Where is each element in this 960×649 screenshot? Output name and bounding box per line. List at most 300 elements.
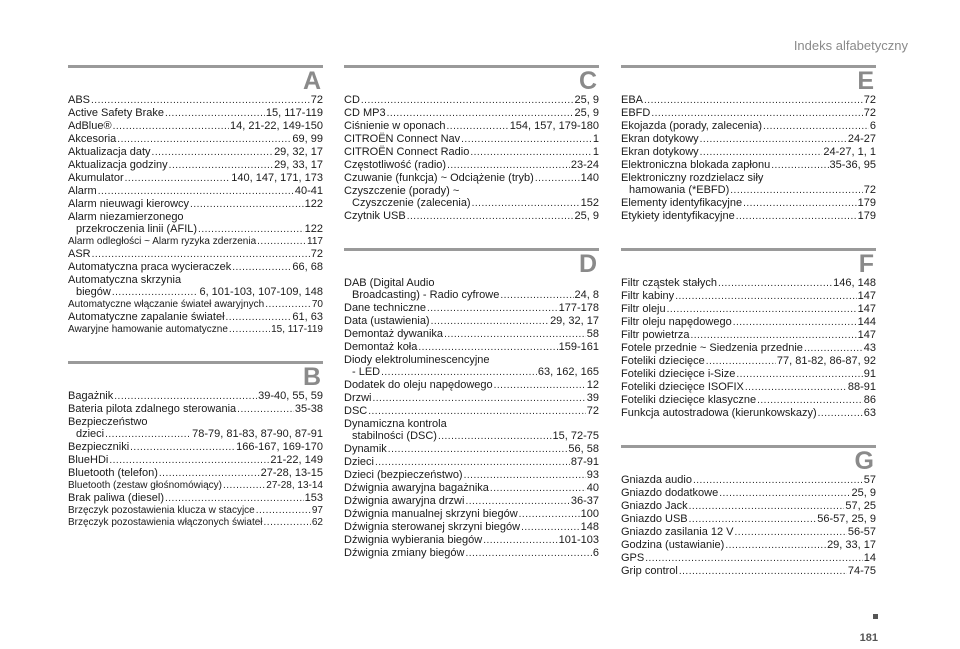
entry-term: Dźwignia awaryjna bagażnika xyxy=(344,482,489,494)
entry-pages: 57, 25 xyxy=(845,500,876,512)
entry-term: Alarm xyxy=(68,185,97,197)
dot-leader xyxy=(256,505,311,517)
index-entry xyxy=(344,354,599,379)
section-letter: A xyxy=(302,67,321,95)
section-header xyxy=(68,62,323,94)
dot-leader xyxy=(159,468,260,480)
section-divider xyxy=(344,248,599,251)
entry-pages: 154, 157, 179-180 xyxy=(509,120,599,132)
entry-pages: 25, 9 xyxy=(574,210,599,222)
index-entry xyxy=(621,487,876,500)
entry-lead: Automatyczna skrzynia xyxy=(68,274,182,286)
entry-term: Dodatek do oleju napędowego xyxy=(344,379,493,391)
entry-term: Drzwi xyxy=(344,392,372,404)
entry-lead: DAB (Digital Audio xyxy=(344,277,435,289)
index-entry xyxy=(68,416,323,441)
dot-leader xyxy=(818,408,863,420)
dot-leader xyxy=(464,470,586,482)
index-entry xyxy=(68,274,323,299)
entry-pages: 25, 9 xyxy=(851,487,876,499)
dot-leader xyxy=(114,391,257,403)
entry-term: CITROËN Connect Radio xyxy=(344,146,470,158)
section-header xyxy=(621,62,876,94)
entry-pages: 86 xyxy=(863,394,876,406)
entry-term: Brak paliwa (diesel) xyxy=(68,492,164,504)
dot-leader xyxy=(438,431,552,443)
entry-pages: 35-38 xyxy=(294,403,323,415)
entry-pages: 152 xyxy=(580,197,599,209)
entry-term: Filtr kabiny xyxy=(621,290,675,302)
dot-leader xyxy=(733,317,857,329)
entry-term: ABS xyxy=(68,94,91,106)
entry-pages: 29, 32, 17 xyxy=(550,315,599,327)
dot-leader xyxy=(745,382,847,394)
dot-leader xyxy=(264,517,311,529)
dot-leader xyxy=(719,488,850,500)
index-entry xyxy=(621,120,876,133)
entry-term: EBA xyxy=(621,94,644,106)
index-entry xyxy=(344,469,599,482)
entry-pages: 66, 68 xyxy=(292,261,323,273)
entry-term: Demontaż dywanika xyxy=(344,328,444,340)
index-entry xyxy=(344,159,599,172)
entry-pages: 140 xyxy=(580,172,599,184)
index-entry xyxy=(68,480,323,492)
entry-lead: Czyszczenie (porady) ~ xyxy=(344,185,460,197)
section-header xyxy=(621,442,876,474)
entry-pages: 43 xyxy=(863,342,876,354)
entry-term: Bezpieczniki xyxy=(68,441,130,453)
dot-leader xyxy=(679,566,847,578)
dot-leader xyxy=(700,147,823,159)
index-entry xyxy=(68,454,323,467)
index-entry xyxy=(621,210,876,223)
entry-term: Bluetooth (zestaw głośnomówiący) xyxy=(68,480,222,491)
index-entry xyxy=(621,526,876,539)
dot-leader xyxy=(98,186,294,198)
section-letter: G xyxy=(854,447,874,475)
entry-term: przekroczenia linii (AFIL) xyxy=(76,223,198,235)
entry-term: ASR xyxy=(68,248,91,260)
entry-pages: 40-41 xyxy=(294,185,323,197)
entry-term: Ekran dotykowy xyxy=(621,146,699,158)
index-entry xyxy=(344,341,599,354)
index-entry xyxy=(344,418,599,443)
dot-leader xyxy=(735,527,847,539)
entry-pages: 93 xyxy=(586,469,599,481)
entry-term: CITROËN Connect Nav xyxy=(344,133,461,145)
index-entry xyxy=(344,482,599,495)
entry-pages: 36-37 xyxy=(570,495,599,507)
index-entry xyxy=(344,277,599,302)
entry-pages: 14, 21-22, 149-150 xyxy=(230,120,323,132)
dot-leader xyxy=(257,236,306,248)
entry-pages: 147 xyxy=(857,303,876,315)
entry-term: Funkcja autostradowa (kierunkowskazy) xyxy=(621,407,817,419)
entry-term: Elektroniczna blokada zapłonu xyxy=(621,159,771,171)
dot-leader xyxy=(165,108,265,120)
index-entry xyxy=(621,290,876,303)
dot-leader xyxy=(447,160,570,172)
index-entry xyxy=(621,500,876,513)
entry-pages: 147 xyxy=(857,329,876,341)
corner-square-mark xyxy=(873,614,878,619)
entry-term: DSC xyxy=(344,405,368,417)
entry-pages: 101-103 xyxy=(558,534,599,546)
section-letter: E xyxy=(857,67,874,95)
entry-pages: 12 xyxy=(586,379,599,391)
entry-pages: 179 xyxy=(857,210,876,222)
index-entry xyxy=(68,390,323,403)
entry-pages: 27-28, 13-15 xyxy=(260,467,323,479)
dot-leader xyxy=(165,493,304,505)
index-entry xyxy=(344,94,599,107)
index-column xyxy=(621,62,876,578)
section-letter: B xyxy=(302,363,321,391)
index-entry xyxy=(621,329,876,342)
index-entry xyxy=(621,474,876,487)
entry-term: Automatyczne włączanie świateł awaryjnych xyxy=(68,299,265,310)
index-entry xyxy=(344,120,599,133)
entry-pages: 58 xyxy=(586,328,599,340)
dot-leader xyxy=(689,501,845,513)
index-section xyxy=(621,442,876,578)
section-header xyxy=(68,358,323,390)
dot-leader xyxy=(105,429,191,441)
dot-leader xyxy=(418,342,557,354)
entry-term: Elementy identyfikacyjne xyxy=(621,197,743,209)
entry-pages: 15, 72-75 xyxy=(552,430,599,442)
entry-term: Filtr powietrza xyxy=(621,329,690,341)
dot-leader xyxy=(152,147,274,159)
index-entry xyxy=(344,328,599,341)
entry-term: stabilności (DSC) xyxy=(352,430,437,442)
index-entry xyxy=(621,355,876,368)
entry-pages: 39 xyxy=(586,392,599,404)
entry-term: - LED xyxy=(352,366,381,378)
index-entry xyxy=(68,492,323,505)
index-entry xyxy=(68,441,323,454)
index-column xyxy=(68,62,323,529)
dot-leader xyxy=(743,198,857,210)
dot-leader xyxy=(109,455,269,467)
entry-term: Czyszczenie (zalecenia) xyxy=(352,197,471,209)
dot-leader xyxy=(651,108,862,120)
dot-leader xyxy=(470,147,592,159)
dot-leader xyxy=(407,211,574,223)
index-entry xyxy=(621,159,876,172)
dot-leader xyxy=(431,316,549,328)
dot-leader xyxy=(465,548,591,560)
index-entry xyxy=(68,172,323,185)
dot-leader xyxy=(447,121,509,133)
entry-term: Dźwignia manualnej skrzyni biegów xyxy=(344,508,518,520)
entry-term: CD MP3 xyxy=(344,107,386,119)
section-header xyxy=(621,245,876,277)
entry-pages: 147 xyxy=(857,290,876,302)
entry-pages: 56-57, 25, 9 xyxy=(817,513,876,525)
index-entry xyxy=(621,552,876,565)
index-section xyxy=(68,358,323,529)
index-entry xyxy=(344,392,599,405)
entry-term: Bateria pilota zdalnego sterowania xyxy=(68,403,237,415)
entry-lead: Elektroniczny rozdzielacz siły xyxy=(621,172,764,184)
index-entry xyxy=(344,379,599,392)
dot-leader xyxy=(130,442,235,454)
index-entry xyxy=(344,210,599,223)
entry-term: CD xyxy=(344,94,360,106)
index-entry xyxy=(344,172,599,185)
entry-pages: 61, 63 xyxy=(292,311,323,323)
entry-pages: 87-91 xyxy=(570,456,599,468)
entry-pages: 166-167, 169-170 xyxy=(236,441,323,453)
entry-pages: 35-36, 95 xyxy=(829,159,876,171)
index-entry xyxy=(621,342,876,355)
entry-term: Alarm odległości ~ Alarm ryzyka zderzenia xyxy=(68,236,257,247)
index-entry xyxy=(621,368,876,381)
index-entry xyxy=(621,316,876,329)
index-entry xyxy=(68,198,323,211)
dot-leader xyxy=(373,393,586,405)
dot-leader xyxy=(375,457,570,469)
dot-leader xyxy=(91,95,310,107)
entry-pages: 14 xyxy=(863,552,876,564)
index-section xyxy=(68,62,323,336)
dot-leader xyxy=(232,262,291,274)
index-entry xyxy=(621,565,876,578)
entry-term: Ekran dotykowy xyxy=(621,133,699,145)
section-divider xyxy=(621,445,876,448)
dot-leader xyxy=(693,475,863,487)
index-entry xyxy=(68,120,323,133)
entry-pages: 15, 117-119 xyxy=(265,107,323,119)
entry-term: Etykiety identyfikacyjne xyxy=(621,210,735,222)
page-number: 181 xyxy=(859,632,878,644)
dot-leader xyxy=(736,211,857,223)
dot-leader xyxy=(368,406,586,418)
entry-term: Broadcasting) - Radio cyfrowe xyxy=(352,289,500,301)
dot-leader xyxy=(190,199,304,211)
index-entry xyxy=(68,248,323,261)
dot-leader xyxy=(117,134,291,146)
dot-leader xyxy=(700,134,847,146)
index-entry xyxy=(621,381,876,394)
entry-pages: 56, 58 xyxy=(568,443,599,455)
entry-pages: 144 xyxy=(857,316,876,328)
index-entry xyxy=(344,133,599,146)
page-header-title: Indeks alfabetyczny xyxy=(793,38,908,53)
entry-term: Dzieci (bezpieczeństwo) xyxy=(344,469,463,481)
index-section xyxy=(621,245,876,420)
index-entry xyxy=(344,302,599,315)
index-entry xyxy=(344,107,599,120)
entry-pages: 15, 117-119 xyxy=(271,324,323,335)
index-entry xyxy=(621,513,876,526)
entry-pages: 24-27, 1, 1 xyxy=(823,146,876,158)
dot-leader xyxy=(483,535,557,547)
section-header xyxy=(344,245,599,277)
dot-leader xyxy=(461,134,592,146)
entry-term: Data (ustawienia) xyxy=(344,315,430,327)
entry-pages: 122 xyxy=(304,198,323,210)
entry-term: EBFD xyxy=(621,107,651,119)
entry-pages: 100 xyxy=(580,508,599,520)
entry-term: Akumulator xyxy=(68,172,124,184)
dot-leader xyxy=(427,303,558,315)
entry-pages: 122 xyxy=(304,223,323,235)
dot-leader xyxy=(644,95,863,107)
index-entry xyxy=(344,495,599,508)
section-letter: F xyxy=(858,250,874,278)
entry-pages: 179 xyxy=(857,197,876,209)
entry-term: Fotele przednie ~ Siedzenia przednie xyxy=(621,342,803,354)
dot-leader xyxy=(265,299,311,311)
index-entry xyxy=(68,299,323,311)
dot-leader xyxy=(645,553,863,565)
dot-leader xyxy=(736,369,862,381)
entry-pages: 72 xyxy=(863,107,876,119)
entry-term: Automatyczna praca wycieraczek xyxy=(68,261,232,273)
dot-leader xyxy=(667,304,857,316)
index-entry xyxy=(621,539,876,552)
entry-term: Czuwanie (funkcja) ~ Odciążenie (tryb) xyxy=(344,172,534,184)
entry-pages: 91 xyxy=(863,368,876,380)
entry-term: Bagażnik xyxy=(68,390,114,402)
entry-term: Ciśnienie w oponach xyxy=(344,120,446,132)
entry-term: Alarm nieuwagi kierowcy xyxy=(68,198,190,210)
index-entry xyxy=(68,324,323,336)
entry-term: Gniazdo zasilania 12 V xyxy=(621,526,734,538)
index-entry xyxy=(344,315,599,328)
index-entry xyxy=(68,311,323,324)
section-letter: D xyxy=(578,250,597,278)
entry-term: Bluetooth (telefon) xyxy=(68,467,158,479)
section-divider xyxy=(621,65,876,68)
entry-term: BlueHDi xyxy=(68,454,109,466)
entry-term: Dane techniczne xyxy=(344,302,426,314)
dot-leader xyxy=(771,160,828,172)
entry-term: Dźwignia awaryjna drzwi xyxy=(344,495,465,507)
index-entry xyxy=(68,236,323,248)
entry-pages: 88-91 xyxy=(847,381,876,393)
entry-pages: 146, 148 xyxy=(833,277,876,289)
entry-pages: 140, 147, 171, 173 xyxy=(231,172,323,184)
dot-leader xyxy=(229,324,270,336)
index-entry xyxy=(68,517,323,529)
dot-leader xyxy=(500,290,573,302)
entry-pages: 6, 101-103, 107-109, 148 xyxy=(199,286,323,298)
entry-pages: 74-75 xyxy=(847,565,876,577)
index-entry xyxy=(621,107,876,120)
index-entry xyxy=(68,467,323,480)
index-section xyxy=(344,245,599,560)
index-entry xyxy=(344,405,599,418)
dot-leader xyxy=(444,329,586,341)
entry-term: Demontaż koła xyxy=(344,341,418,353)
index-entry xyxy=(344,146,599,159)
entry-term: Active Safety Brake xyxy=(68,107,164,119)
entry-lead: Bezpieczeństwo xyxy=(68,416,148,428)
dot-leader xyxy=(689,514,817,526)
entry-term: Gniazdo dodatkowe xyxy=(621,487,719,499)
index-section xyxy=(621,62,876,223)
entry-pages: 29, 33, 17 xyxy=(274,159,323,171)
index-section xyxy=(344,62,599,223)
index-entry xyxy=(68,403,323,416)
entry-term: Gniazdo Jack xyxy=(621,500,688,512)
entry-pages: 63 xyxy=(863,407,876,419)
dot-leader xyxy=(113,121,229,133)
entry-term: Gniazdo USB xyxy=(621,513,688,525)
entry-pages: 6 xyxy=(592,547,599,559)
entry-pages: 72 xyxy=(310,248,323,260)
index-entry xyxy=(621,303,876,316)
entry-pages: 70 xyxy=(311,299,323,310)
section-divider xyxy=(68,65,323,68)
entry-pages: 62 xyxy=(311,517,323,528)
dot-leader xyxy=(757,395,863,407)
entry-pages: 29, 33, 17 xyxy=(827,539,876,551)
entry-term: Automatyczne zapalanie świateł xyxy=(68,311,225,323)
dot-leader xyxy=(226,312,292,324)
entry-term: Aktualizacja daty xyxy=(68,146,151,158)
dot-leader xyxy=(387,108,574,120)
dot-leader xyxy=(535,173,580,185)
index-entry xyxy=(344,547,599,560)
index-entry xyxy=(621,172,876,197)
entry-pages: 148 xyxy=(580,521,599,533)
dot-leader xyxy=(690,330,856,342)
entry-term: hamowania (*EBFD) xyxy=(629,184,730,196)
dot-leader xyxy=(675,291,856,303)
entry-term: Brzęczyk pozostawienia klucza w stacyjce xyxy=(68,505,255,516)
entry-pages: 72 xyxy=(863,94,876,106)
entry-pages: 27-28, 13-14 xyxy=(266,480,323,491)
index-entry xyxy=(344,185,599,210)
index-column xyxy=(344,62,599,560)
dot-leader xyxy=(521,522,580,534)
section-divider xyxy=(621,248,876,251)
index-entry xyxy=(621,146,876,159)
entry-term: Dźwignia zmiany biegów xyxy=(344,547,465,559)
entry-term: Aktualizacja godziny xyxy=(68,159,168,171)
entry-term: Filtr cząstek stałych xyxy=(621,277,717,289)
index-entry xyxy=(344,521,599,534)
index-entry xyxy=(68,261,323,274)
entry-pages: 72 xyxy=(586,405,599,417)
dot-leader xyxy=(706,356,776,368)
entry-pages: 24-27 xyxy=(847,133,876,145)
index-entry xyxy=(68,133,323,146)
entry-term: Ekojazda (porady, zalecenia) xyxy=(621,120,763,132)
entry-term: Częstotliwość (radio) xyxy=(344,159,447,171)
index-entry xyxy=(344,534,599,547)
entry-term: Czytnik USB xyxy=(344,210,406,222)
section-header xyxy=(344,62,599,94)
entry-pages: 29, 32, 17 xyxy=(274,146,323,158)
index-entry xyxy=(344,443,599,456)
entry-term: Gniazda audio xyxy=(621,474,692,486)
entry-pages: 25, 9 xyxy=(574,107,599,119)
dot-leader xyxy=(730,185,862,197)
index-entry xyxy=(344,456,599,469)
entry-term: Foteliki dziecięce xyxy=(621,355,705,367)
dot-leader xyxy=(465,496,569,508)
dot-leader xyxy=(725,540,826,552)
dot-leader xyxy=(223,480,265,492)
entry-term: Dźwignia wybierania biegów xyxy=(344,534,483,546)
dot-leader xyxy=(472,198,580,210)
